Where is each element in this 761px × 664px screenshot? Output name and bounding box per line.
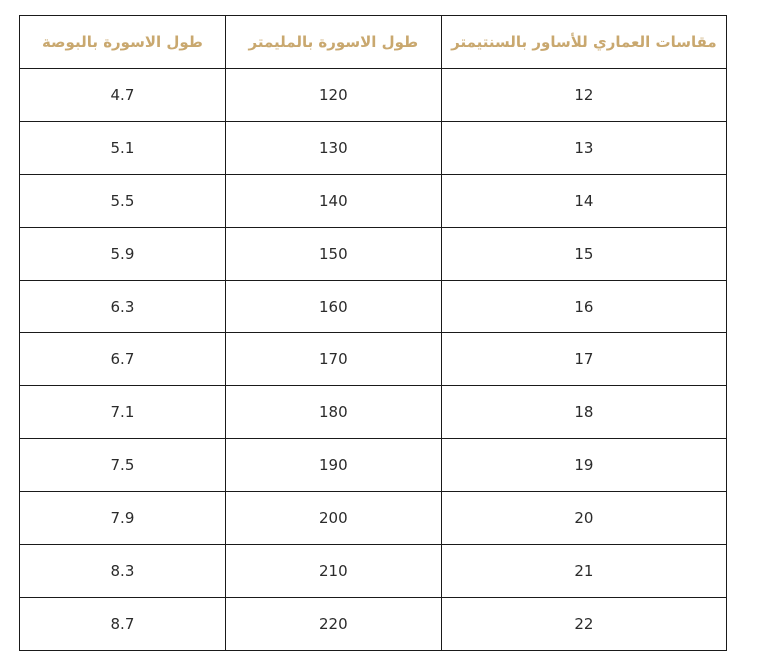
cell-length-mm: 190 bbox=[225, 439, 441, 492]
cell-length-inch: 5.9 bbox=[20, 227, 226, 280]
table-row bbox=[20, 227, 727, 280]
table-row bbox=[20, 439, 727, 492]
cell-size-cm: 18 bbox=[441, 386, 726, 439]
table-row bbox=[20, 333, 727, 386]
cell-size-cm: 22 bbox=[441, 597, 726, 650]
table-header-row bbox=[20, 16, 727, 69]
cell-length-mm: 180 bbox=[225, 386, 441, 439]
cell-length-inch: 5.1 bbox=[20, 121, 226, 174]
cell-size-cm: 12 bbox=[441, 69, 726, 122]
header-length-inch: طول الاسورة بالبوصة bbox=[20, 16, 226, 69]
cell-length-mm: 170 bbox=[225, 333, 441, 386]
cell-length-inch: 5.5 bbox=[20, 174, 226, 227]
cell-length-mm: 150 bbox=[225, 227, 441, 280]
table-row bbox=[20, 280, 727, 333]
cell-length-mm: 120 bbox=[225, 69, 441, 122]
table-row bbox=[20, 69, 727, 122]
bracelet-size-table bbox=[19, 15, 727, 651]
cell-length-mm: 210 bbox=[225, 545, 441, 598]
table-row bbox=[20, 121, 727, 174]
table-row bbox=[20, 597, 727, 650]
cell-length-inch: 7.9 bbox=[20, 492, 226, 545]
header-size-cm: مقاسات العماري للأساور بالسنتيمتر bbox=[441, 16, 726, 69]
cell-length-inch: 6.7 bbox=[20, 333, 226, 386]
cell-size-cm: 13 bbox=[441, 121, 726, 174]
cell-length-mm: 140 bbox=[225, 174, 441, 227]
cell-length-inch: 8.3 bbox=[20, 545, 226, 598]
cell-size-cm: 16 bbox=[441, 280, 726, 333]
cell-size-cm: 14 bbox=[441, 174, 726, 227]
table-row bbox=[20, 386, 727, 439]
cell-length-mm: 200 bbox=[225, 492, 441, 545]
cell-size-cm: 20 bbox=[441, 492, 726, 545]
cell-length-inch: 8.7 bbox=[20, 597, 226, 650]
header-length-mm: طول الاسورة بالمليمتر bbox=[225, 16, 441, 69]
cell-size-cm: 15 bbox=[441, 227, 726, 280]
table-row bbox=[20, 492, 727, 545]
cell-length-inch: 7.1 bbox=[20, 386, 226, 439]
cell-size-cm: 19 bbox=[441, 439, 726, 492]
cell-length-mm: 130 bbox=[225, 121, 441, 174]
cell-size-cm: 21 bbox=[441, 545, 726, 598]
cell-length-inch: 6.3 bbox=[20, 280, 226, 333]
cell-length-mm: 220 bbox=[225, 597, 441, 650]
table-row bbox=[20, 545, 727, 598]
cell-size-cm: 17 bbox=[441, 333, 726, 386]
cell-length-mm: 160 bbox=[225, 280, 441, 333]
table-row bbox=[20, 174, 727, 227]
cell-length-inch: 7.5 bbox=[20, 439, 226, 492]
cell-length-inch: 4.7 bbox=[20, 69, 226, 122]
